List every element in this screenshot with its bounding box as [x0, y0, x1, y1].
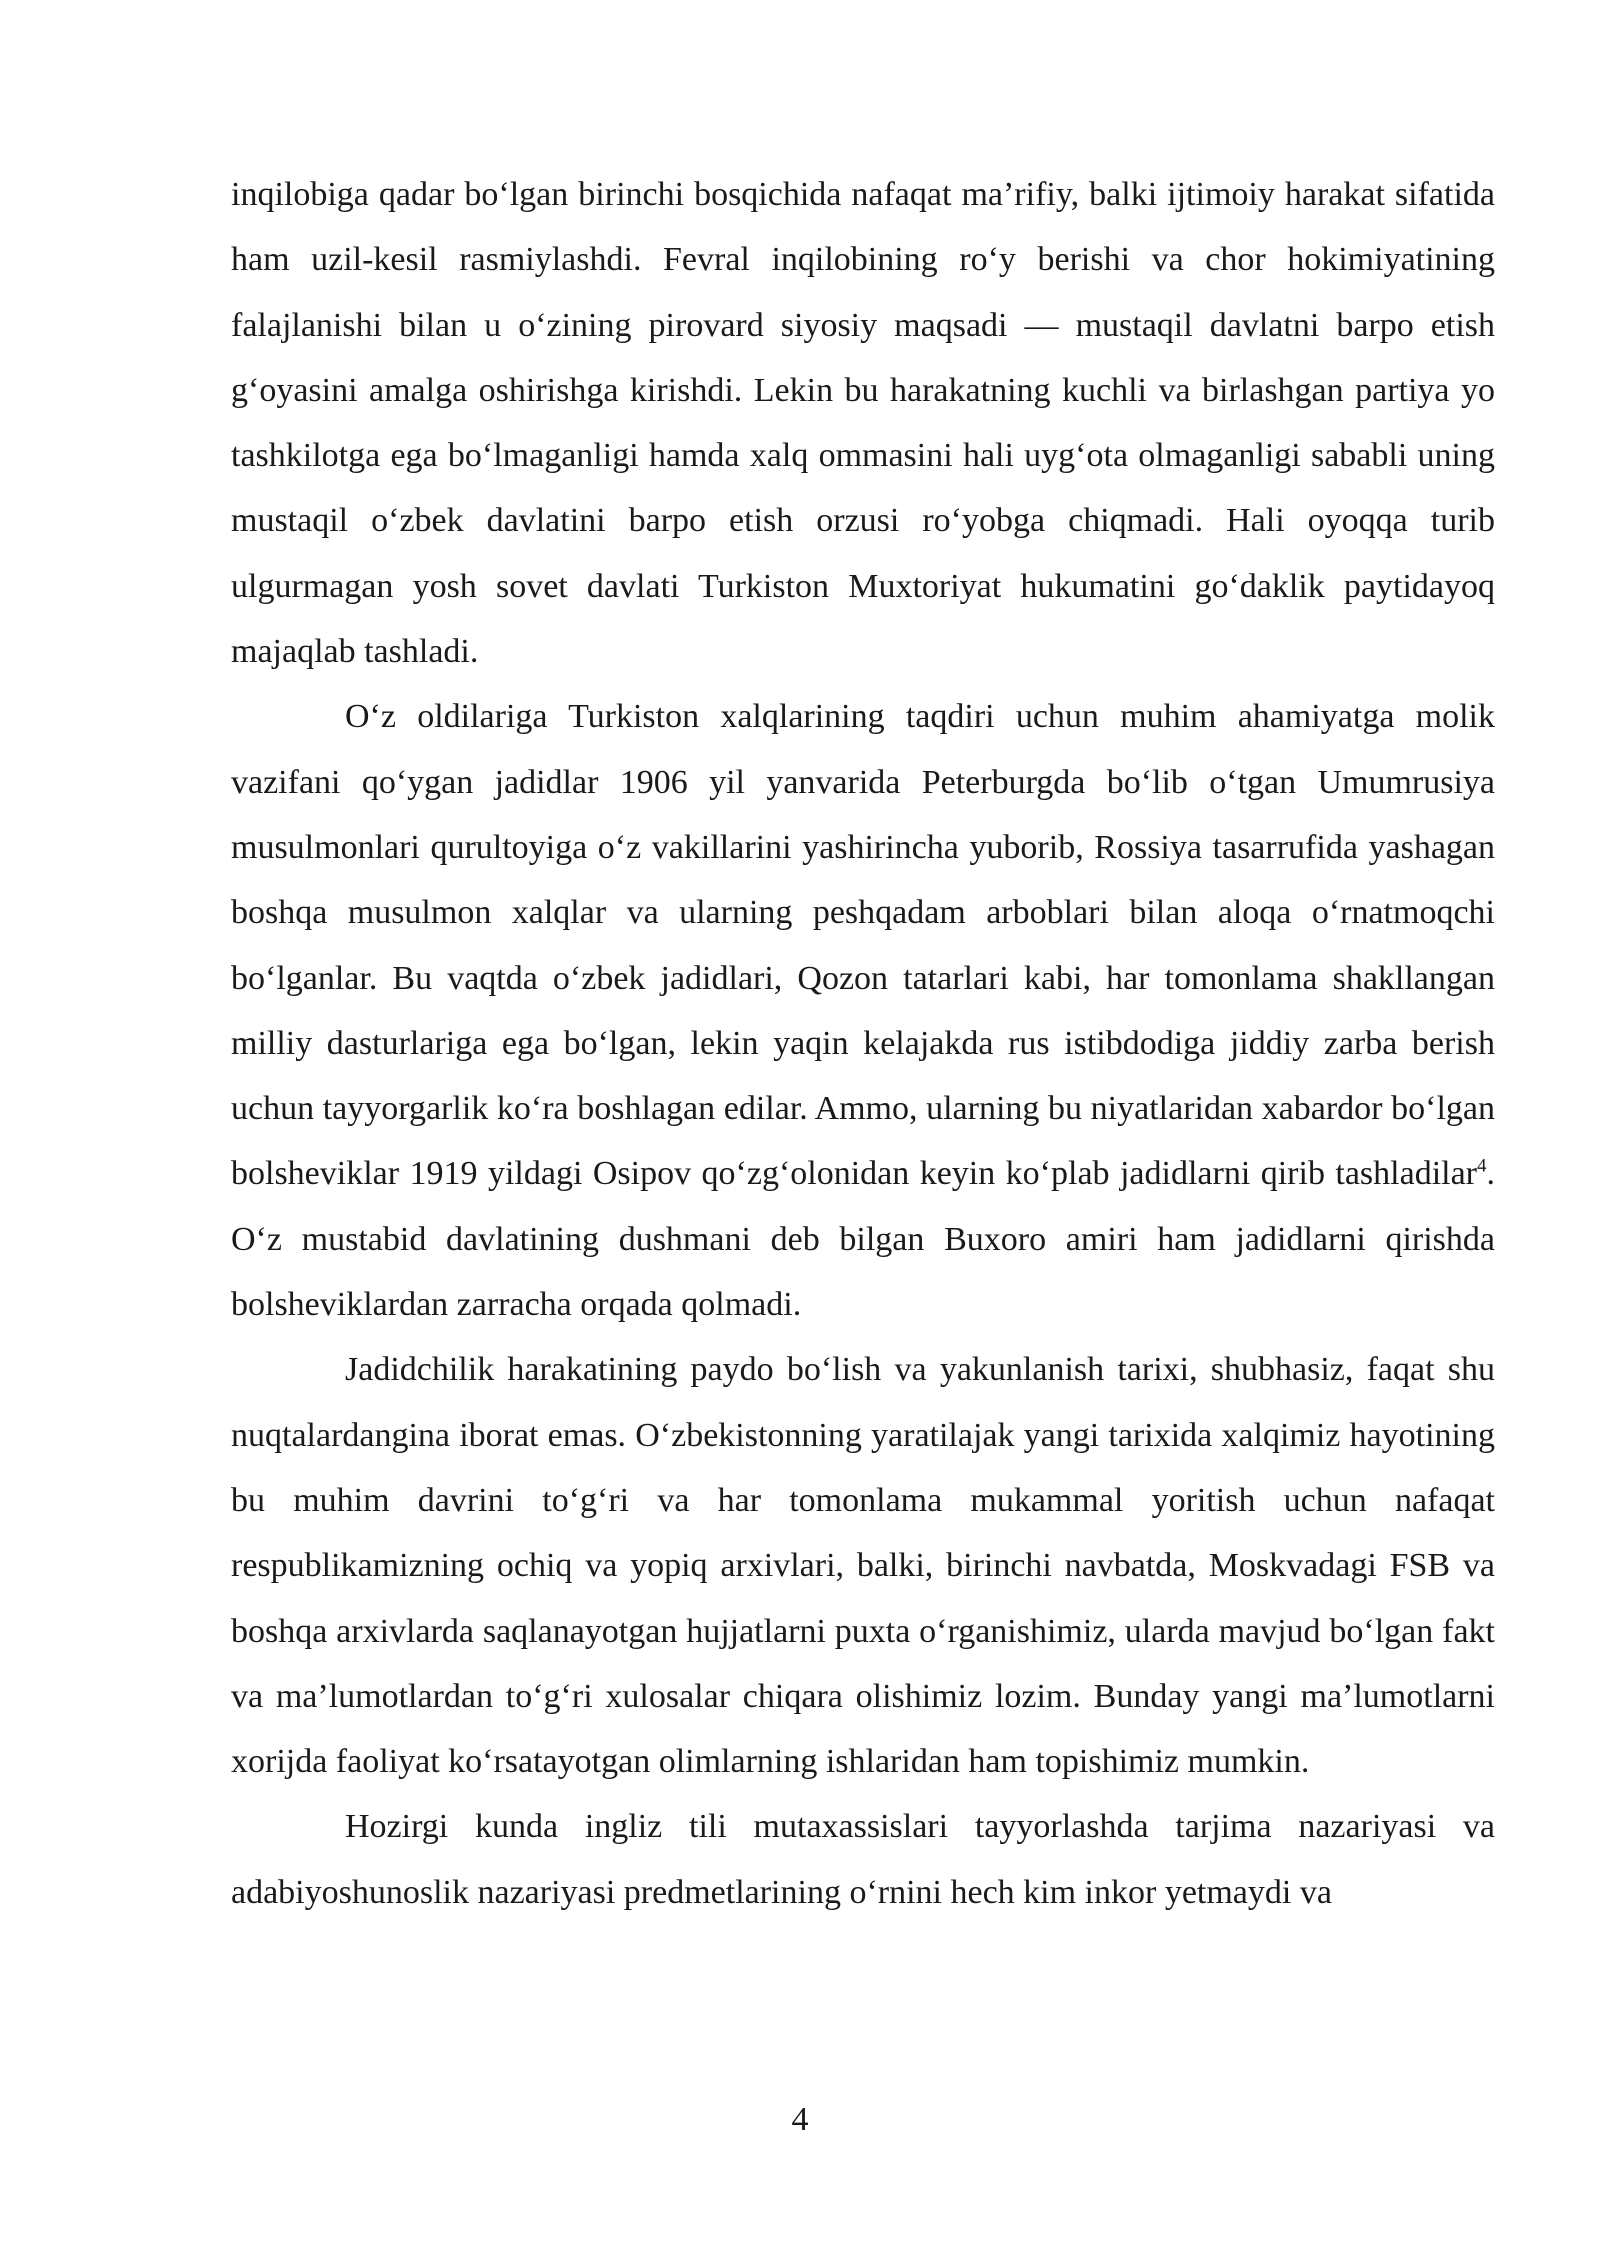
page-number: 4: [791, 2101, 809, 2138]
footnote-reference[interactable]: 4: [1477, 1156, 1487, 1178]
document-page: [231, 162, 1495, 1925]
paragraph-4: Hozirgi kunda ingliz tili mutaxassislari tayyorlashda tarjima nazariyasi va adabiyoshunoslik nazariyasi predmetlarining o‘rnini hech kim inkor yetmaydi va: [231, 1808, 1495, 1911]
paragraph-3: Jadidchilik harakatining paydo bo‘lish va yakunlanish tarixi, shubhasiz, faqat shu nuqtalardangina iborat emas. O‘zbekistonning yaratilajak yangi tarixida xalqimiz hayotining bu muhim davrini to‘g‘ri va har tomonlama mukammal yoritish uchun nafaqat respublikamizning ochiq va yopiq arxivlari, balki, birinchi navbatda, Moskvadagi FSB va boshqa arxivlarda saqlanayotgan hujjatlarni puxta o‘rganishimiz, ularda mavjud bo‘lgan fakt va ma’lumotlardan to‘g‘ri xulosalar chiqara olishimiz lozim. Bunday yangi ma’lumotlarni xorijda faoliyat ko‘rsatayotgan olimlarning ishlaridan ham topishimiz mumkin.: [231, 1351, 1495, 1781]
paragraph-1: inqilobiga qadar bo‘lgan birinchi bosqichida nafaqat ma’rifiy, balki ijtimoiy harakat sifatida ham uzil-kesil rasmiylashdi. Fevral inqilobining ro‘y berishi va chor hokimiyatining falajlanishi bilan u o‘zining pirovard siyosiy maqsadi — mustaqil davlatni barpo etish g‘oyasini amalga oshirishga kirishdi. Lekin bu harakatning kuchli va birlashgan partiya yo tashkilotga ega bo‘lmaganligi hamda xalq ommasini hali uyg‘ota olmaganligi sababli uning mustaqil o‘zbek davlatini barpo etish orzusi ro‘yobga chiqmadi. Hali oyoqqa turib ulgurmagan yosh sovet davlati Turkiston Muxtoriyat hukumatini go‘daklik paytidayoq majaqlab tashladi.: [231, 176, 1495, 671]
paragraph-2: [231, 684, 1495, 1337]
paragraph-2-text-after-footnote: . O‘z mustabid davlatining dushmani deb bilgan Buxoro amiri ham jadidlarni qirishda bolsheviklardan zarracha orqada qolmadi.: [231, 1155, 1495, 1324]
paragraph-2-text-before-footnote: O‘z oldilariga Turkiston xalqlarining taqdiri uchun muhim ahamiyatga molik vazifani qo‘ygan jadidlar 1906 yil yanvarida Peterburgda bo‘lib o‘tgan Umumrusiya musulmonlari qurultoyiga o‘z vakillarini yashirincha yuborib, Rossiya tasarrufida yashagan boshqa musulmon xalqlar va ularning peshqadam arboblari bilan aloqa o‘rnatmoqchi bo‘lganlar. Bu vaqtda o‘zbek jadidlari, Qozon tatarlari kabi, har tomonlama shakllangan milliy dasturlariga ega bo‘lgan, lekin yaqin kelajakda rus istibdodiga jiddiy zarba berish uchun tayyorgarlik ko‘ra boshlagan edilar. Ammo, ularning bu niyatlaridan xabardor bo‘lgan bolsheviklar 1919 yildagi Osipov qo‘zg‘olonidan keyin ko‘plab jadidlarni qirib tashladilar: [231, 698, 1495, 1193]
